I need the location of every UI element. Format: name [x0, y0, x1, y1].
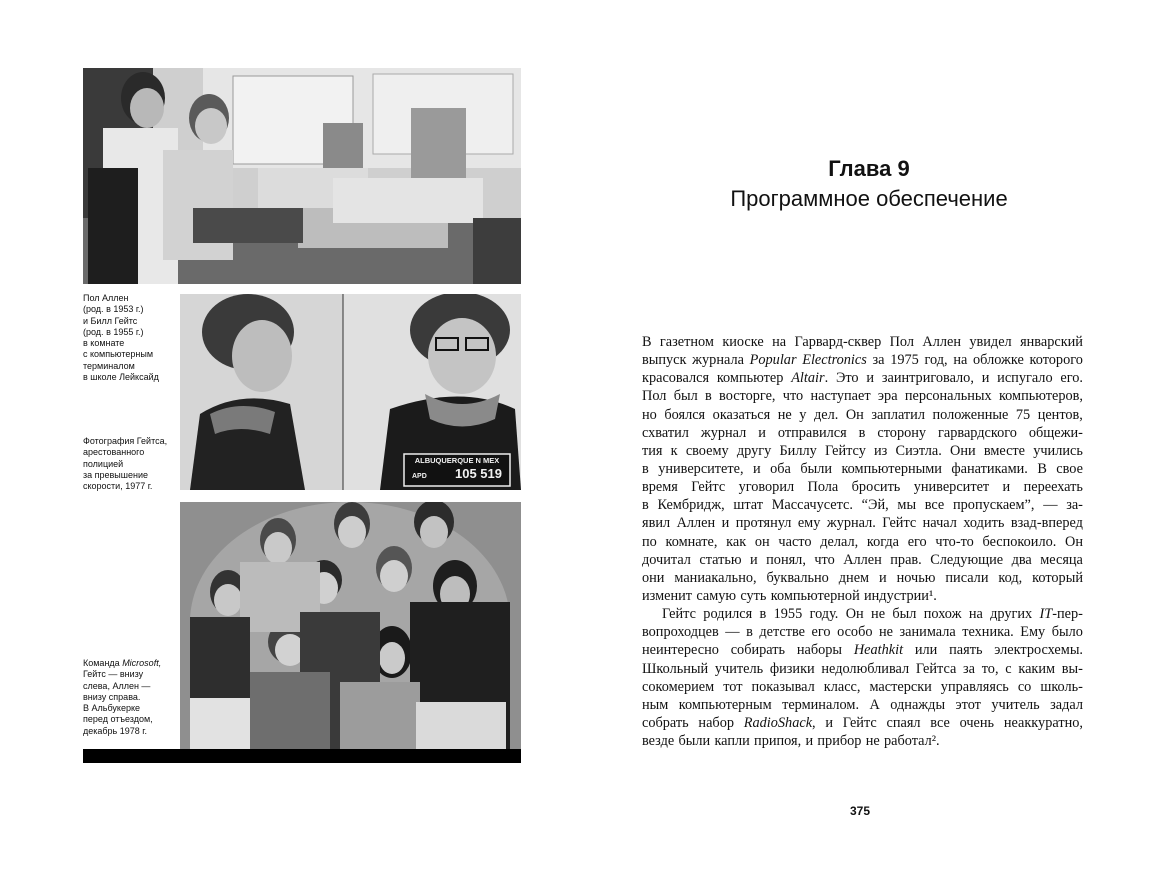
- page-number: 375: [849, 804, 871, 818]
- text-line: неинтересно собирать наборы Heathkit или паять электросхемы.: [642, 642, 1083, 659]
- paragraph-1: [642, 333, 1083, 605]
- text-line: собрать набор RadioShack, и Гейтс спаял все очень неаккуратно,: [642, 714, 1083, 731]
- text-line: время Гейтс уговорил Пола бросить университет и переехать: [642, 479, 1083, 496]
- text-line: Школьный учитель физики недолюбливал Гейтса за то, с каким вы-: [642, 660, 1083, 677]
- text-line: ным компьютерным терминалом. А однажды этот учитель задал: [642, 696, 1083, 713]
- photo-allen-gates-terminal: [83, 68, 521, 284]
- text-line: Пол был в восторге, что наступает эра персональных компьютеров,: [642, 388, 1083, 405]
- text-line: изменит самую суть компьютерной индустрии¹.: [642, 587, 937, 604]
- text-line: схватил журнал и отправился в сторону гарвардского общежи-: [642, 424, 1083, 441]
- text-line: в Кембридж, штат Массачусетс. “Эй, мы все пропускаем”, — за-: [642, 497, 1083, 514]
- photo-gates-mugshot: [180, 294, 521, 490]
- text-line: явил Аллен и протянул ему журнал. Гейтс начал ходить взад-вперед: [642, 515, 1083, 532]
- text-line: сокомерием тот показывал класс, мастерски управляясь со школь-: [642, 678, 1083, 695]
- chapter-title: Программное обеспечение: [730, 186, 1008, 211]
- placard-apd: APD: [412, 473, 427, 480]
- chapter-number: Глава 9: [828, 156, 910, 181]
- photo-microsoft-team: [180, 502, 521, 749]
- text-line: везде были капли припоя, и прибор не работал².: [642, 733, 940, 750]
- text-line: Гейтс родился в 1955 году. Он не был похож на других IT-пер-: [662, 606, 1083, 623]
- caption-allen-gates: Пол Аллен (род. в 1953 г.) и Билл Гейтс (род. в 1955 г.) в комнате с компьютерным терминалом в школе Лейксайд: [83, 293, 159, 383]
- paragraph-2: [642, 605, 1083, 750]
- placard-number: 105 519: [455, 466, 502, 481]
- placard-line-1: ALBUQUERQUE N MEX: [414, 456, 500, 465]
- text-line: красовался компьютер Altair. Это и заинтриговало, и испугало его.: [642, 370, 1083, 387]
- mugshot-placard: [406, 456, 508, 484]
- body-text: [642, 333, 1083, 750]
- chapter-heading: [640, 154, 1098, 214]
- photo-bottom-bar: [83, 749, 521, 763]
- text-line: они маниакально, буквально днем и ночью писали код, который: [642, 569, 1083, 586]
- text-line: дочитал статью и понял, что Аллен прав. Следующие два месяца: [642, 551, 1083, 568]
- text-line: В газетном киоске на Гарвард-сквер Пол Аллен увидел январский: [642, 334, 1083, 350]
- text-line: по комнате, как он часто делал, когда его что-то беспокоило. Он: [642, 533, 1083, 550]
- text-line: тия к своему другу Биллу Гейтсу из Сиэтла. Они вместе учились: [642, 442, 1083, 459]
- caption-microsoft-team: Команда Microsoft, Гейтс — внизу слева, Аллен — внизу справа. В Альбукерке перед отъездом, декабрь 1978 г.: [83, 658, 162, 736]
- text-line: в университете, и оба были компьютерными фанатиками. В свое: [642, 460, 1083, 477]
- caption-mugshot: Фотография Гейтса, арестованного полицией за превышение скорости, 1977 г.: [83, 436, 168, 492]
- text-line: но боялся оказаться не у дел. Он заплатил положенные 75 центов,: [642, 406, 1083, 423]
- text-line: выпуск журнала Popular Electronics за 1975 год, на обложке которого: [642, 352, 1083, 369]
- text-line: вопроходцев — в детстве его особо не занимала техника. Ему было: [642, 624, 1083, 641]
